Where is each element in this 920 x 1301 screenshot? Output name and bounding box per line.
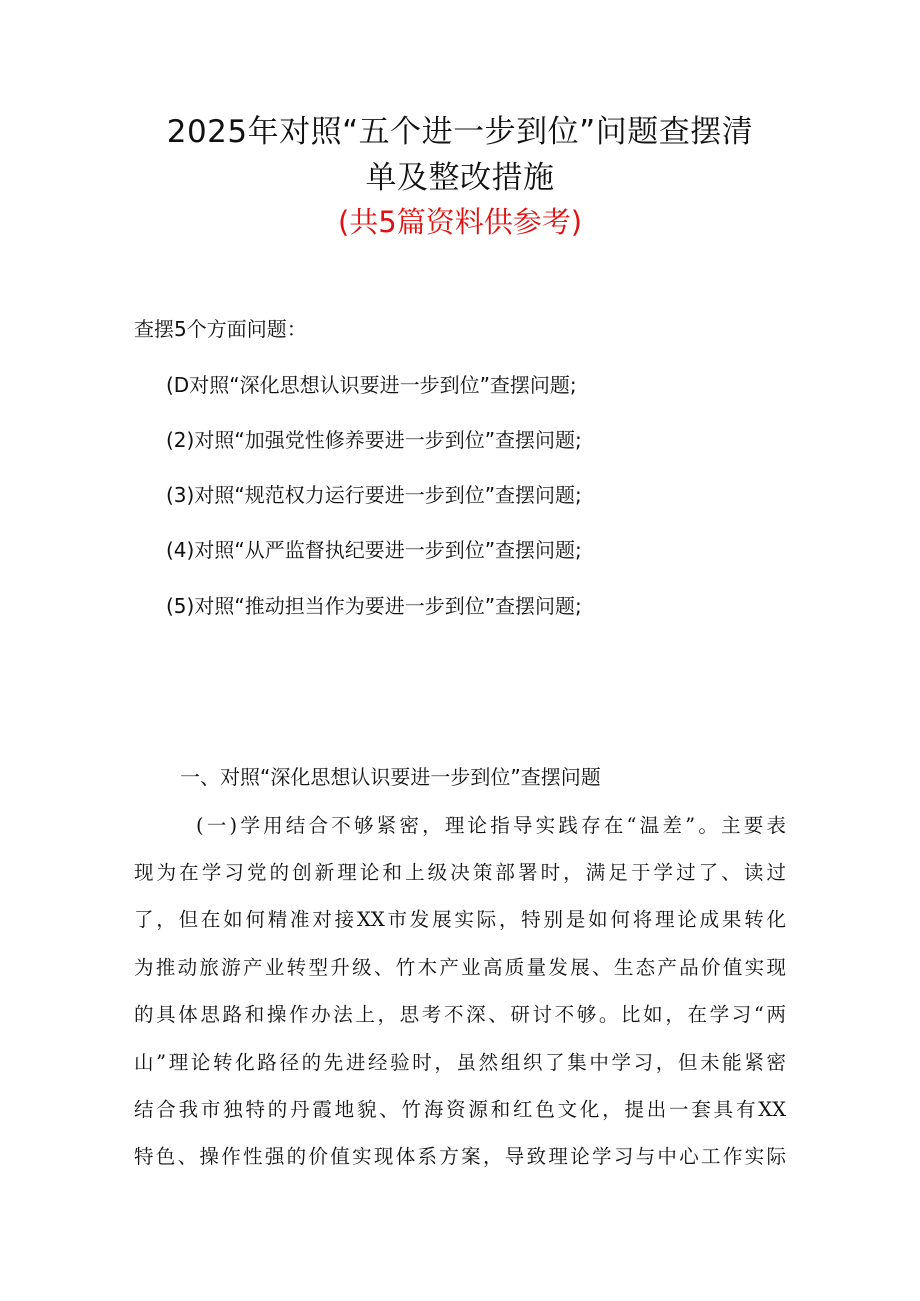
paragraph-line: 为推动旅游产业转型升级、竹木产业高质量发展、生态产品价值实现: [134, 956, 786, 979]
issue-list-item: (3)对照“规范权力运行要进一步到位”查摆问题;: [166, 483, 582, 507]
paragraph-line: 了，但在如何精准对接XX市发展实际，特别是如何将理论成果转化: [134, 908, 786, 931]
issue-list-item: (2)对照“加强党性修养要进一步到位”查摆问题;: [166, 428, 582, 452]
intro-text: 查摆5个方面问题：: [134, 317, 307, 341]
document-title-line-1: 2025年对照“五个进一步到位”问题查摆清: [166, 114, 754, 150]
paragraph-line: 特色、操作性强的价值实现体系方案，导致理论学习与中心工作实际: [134, 1145, 786, 1168]
paragraph-line: 现为在学习党的创新理论和上级决策部署时，满足于学过了、读过: [134, 861, 786, 884]
paragraph-line: (一)学用结合不够紧密，理论指导实践存在“温差”。主要表: [196, 814, 786, 837]
paragraph-line: 的具体思路和操作办法上，思考不深、研讨不够。比如，在学习“两: [134, 1003, 786, 1026]
paragraph-line: 山”理论转化路径的先进经验时，虽然组织了集中学习，但未能紧密: [134, 1051, 786, 1074]
issue-list-item: (5)对照“推动担当作为要进一步到位”查摆问题;: [166, 594, 582, 618]
paragraph-line: 结合我市独特的丹霞地貌、竹海资源和红色文化，提出一套具有XX: [134, 1098, 786, 1121]
document-subtitle: (共5篇资料供参考): [337, 205, 583, 239]
issue-list-item: (4)对照“从严监督执纪要进一步到位”查摆问题;: [166, 538, 582, 562]
document-title-line-2: 单及整改措施: [365, 160, 555, 196]
section-heading: 一、对照“深化思想认识要进一步到位”查摆问题: [180, 765, 601, 789]
issue-list-item: (D对照“深化思想认识要进一步到位”查摆问题;: [166, 373, 577, 397]
